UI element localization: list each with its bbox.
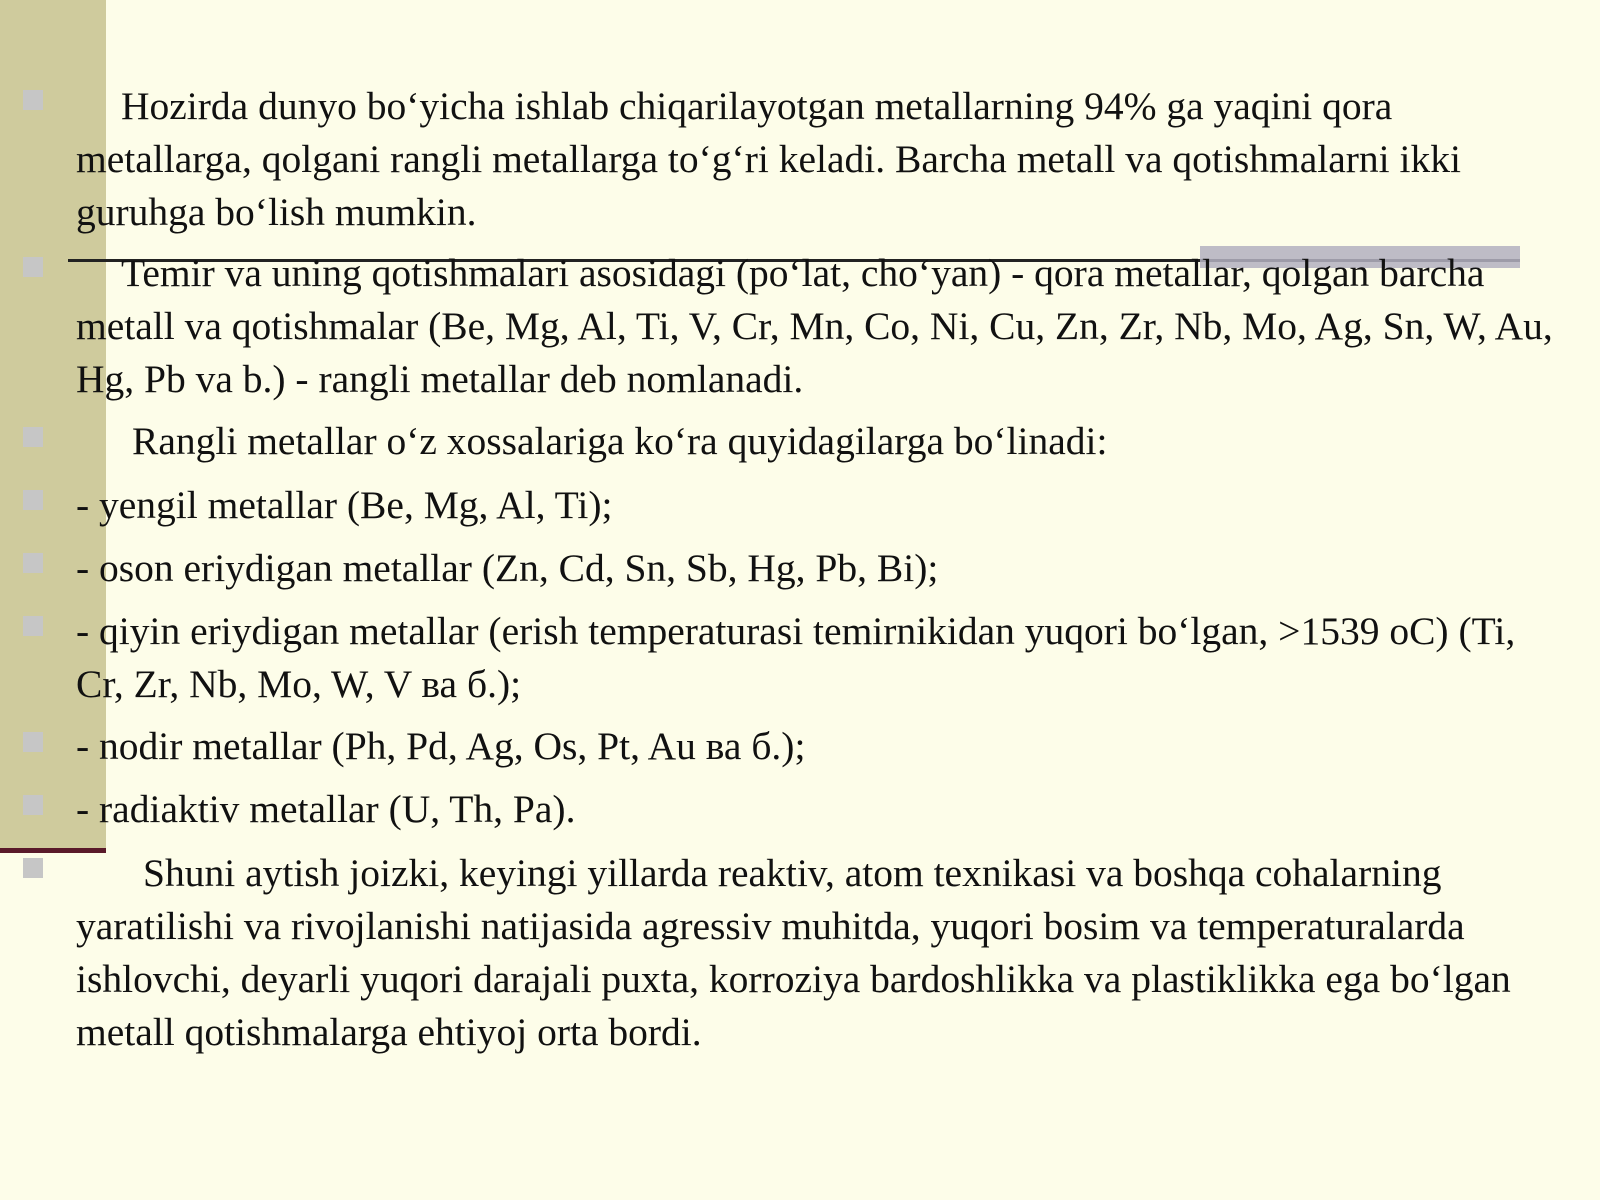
list-item-refractory-metals: - qiyin eriydigan metallar (erish temperaturasi temirnikidan yuqori bo‘lgan, >1539 оC) (Ti, Cr, Zr, Nb, Mo, W, V ва б.); — [76, 609, 1516, 706]
list-item-radioactive-metals: - radiaktiv metallar (U, Th, Pa). — [76, 787, 576, 831]
paragraph-metal-production: Hozirda dunyo bo‘yicha ishlab chiqarilayotgan metallarning 94% ga yaqini qora metallarga, qolgani rangli metallarga to‘g‘ri keladi. Barcha metall va qotishmalarni ikki guruhga bo‘lish mumkin. — [76, 84, 1461, 234]
bullet-square-icon — [23, 858, 43, 878]
list-item-noble-metals: - nodir metallar (Ph, Pd, Ag, Os, Pt, Au ва б.); — [76, 724, 806, 768]
bullet-square-icon — [23, 257, 43, 277]
paragraph-ferrous-nonferrous: Temir va uning qotishmalari asosidagi (po‘lat, cho‘yan) - qora metallar, qolgan barcha metall va qotishmalar (Be, Mg, Al, Ti, V, Cr, Mn, Co, Ni, Cu, Zn, Zr, Nb, Mo, Ag, Sn, W, Au, Hg, Pb va b.) - rangli metallar deb nomlanadi. — [76, 251, 1553, 401]
bullet-square-icon — [23, 90, 43, 110]
bullet-square-icon — [23, 616, 43, 636]
paragraph-classification-intro: Rangli metallar o‘z xossalariga ko‘ra quyidagilarga bo‘linadi: — [132, 419, 1108, 463]
bullet-square-icon — [23, 553, 43, 573]
bullet-square-icon — [23, 427, 43, 447]
bullet-square-icon — [23, 490, 43, 510]
list-item-fusible-metals: - oson eriydigan metallar (Zn, Cd, Sn, Sb, Hg, Pb, Bi); — [76, 546, 939, 590]
paragraph-conclusion: Shuni aytish joizki, keyingi yillarda reaktiv, atom texnikasi va boshqa cohalarning yaratilishi va rivojlanishi natijasida agressiv muhitda, yuqori bosim va temperaturalarda ishlovchi, deyarli yuqori darajali puxta, korroziya bardoshlikka va plastiklikka ega bo‘lgan metall qotishmalarga ehtiyoj orta bordi. — [76, 851, 1511, 1054]
list-item-light-metals: - yengil metallar (Be, Mg, Al, Ti); — [76, 483, 613, 527]
bullet-square-icon — [23, 795, 43, 815]
bullet-square-icon — [23, 732, 43, 752]
